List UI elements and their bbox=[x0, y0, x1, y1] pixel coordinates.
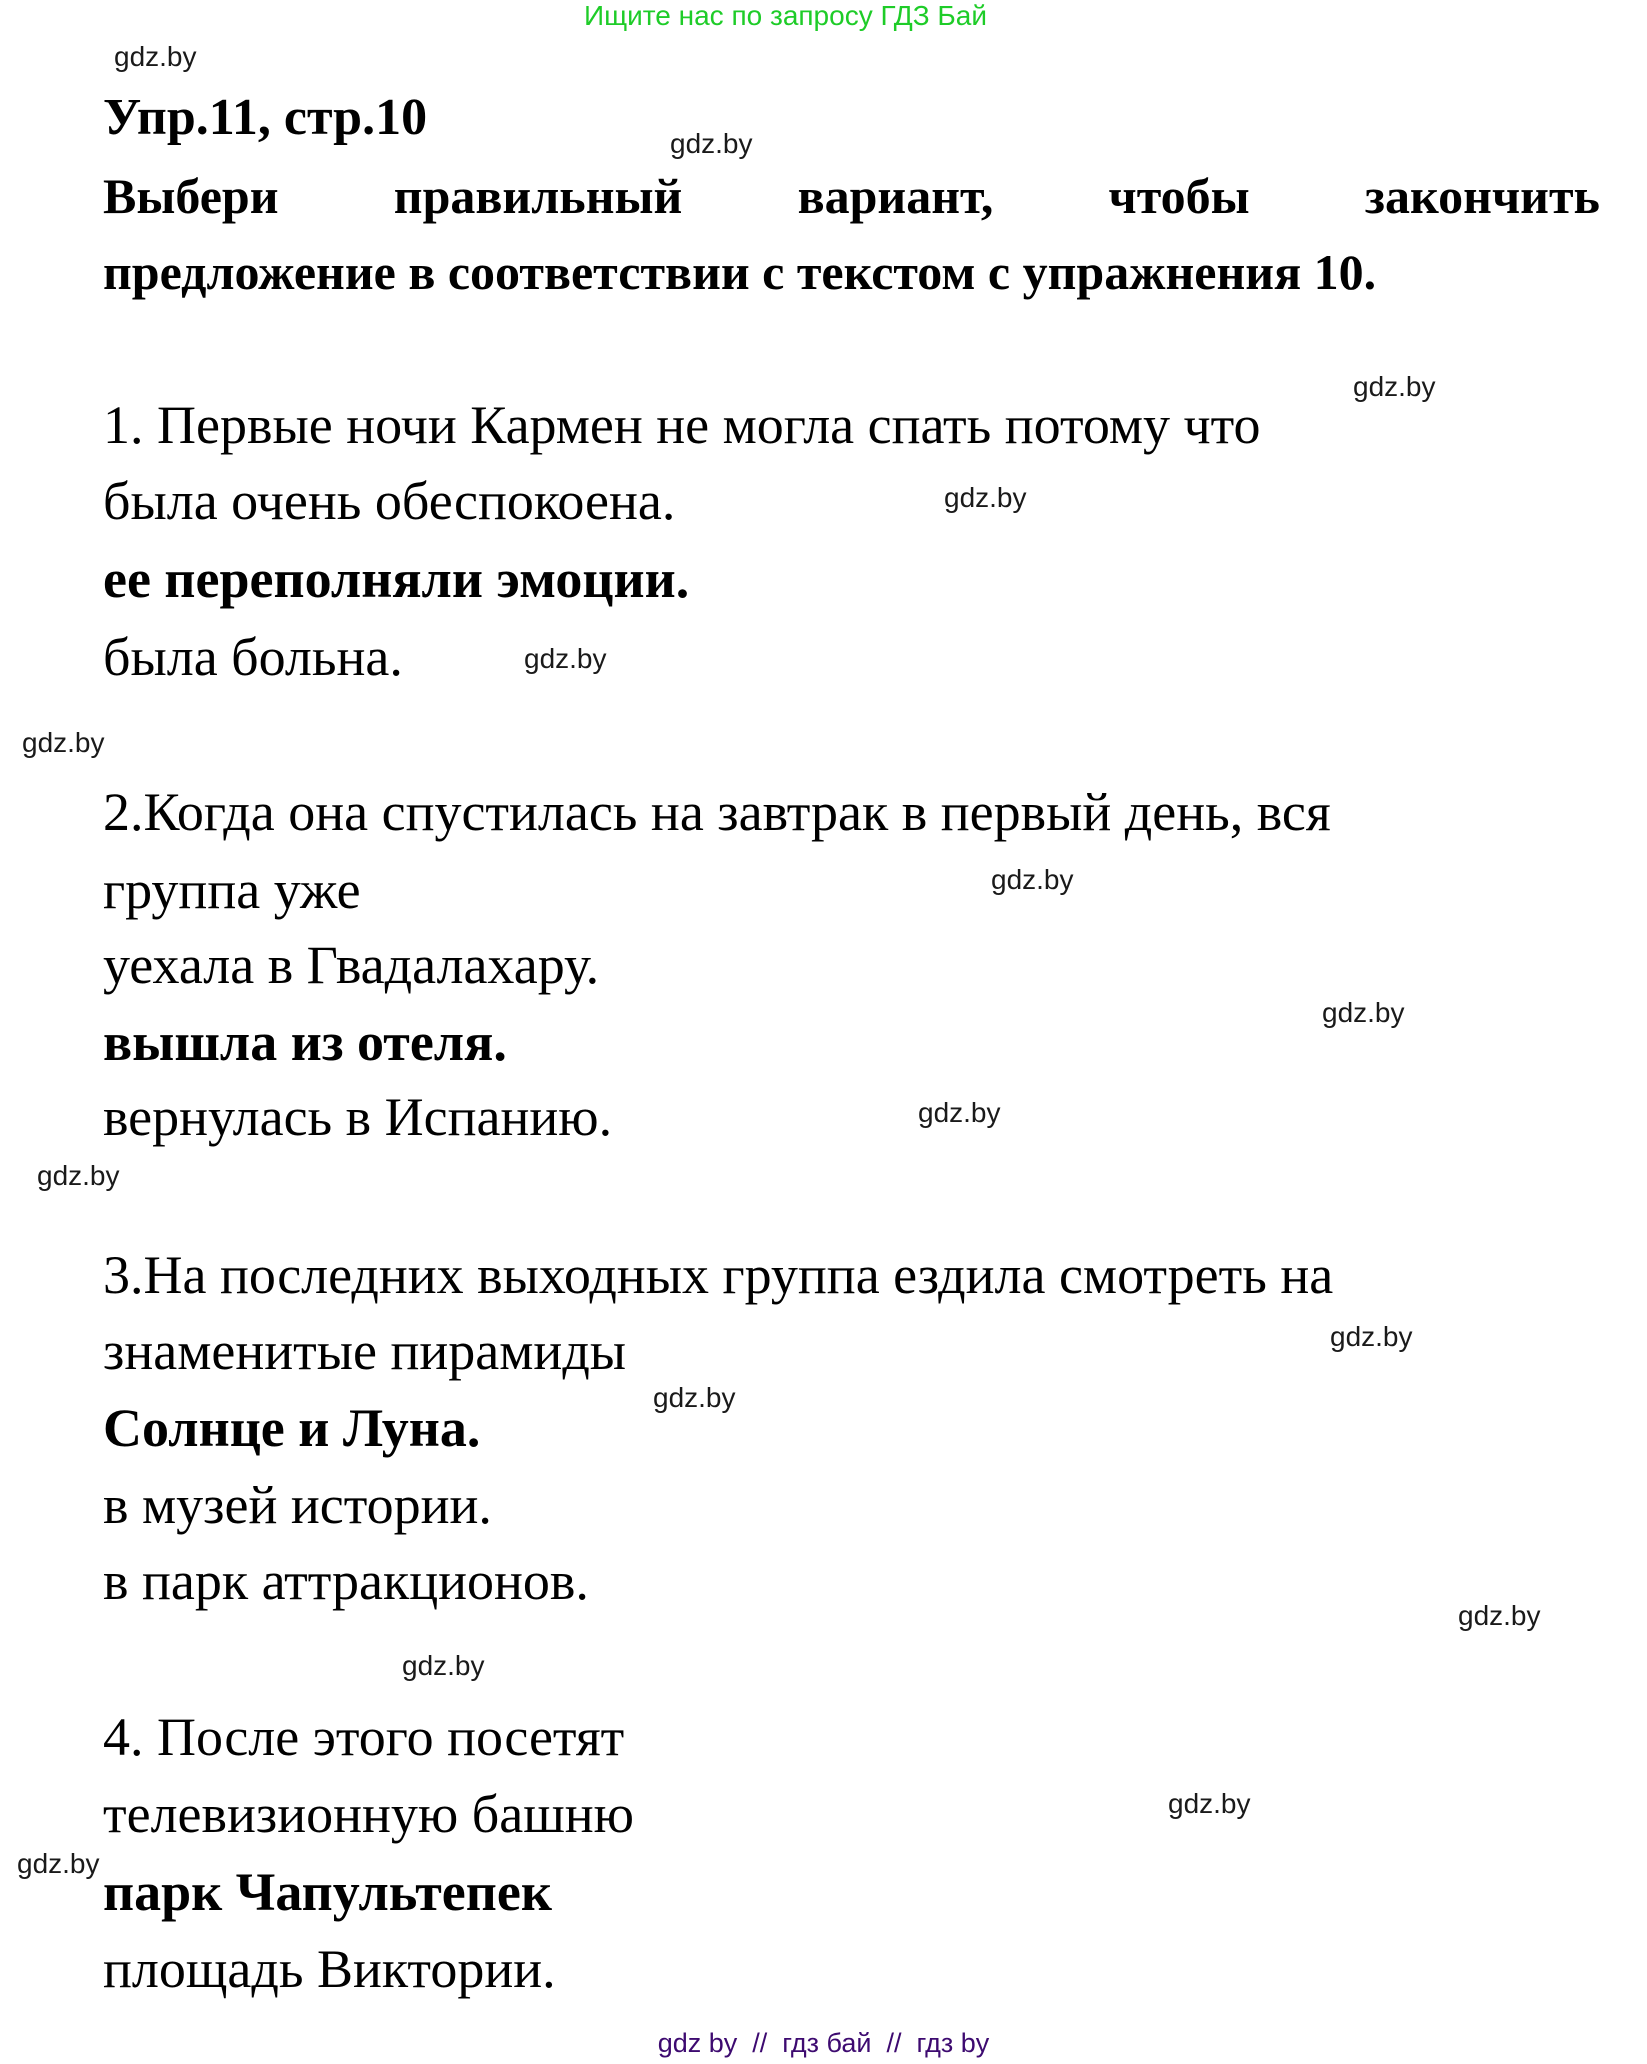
exercise-title: Упр.11, стр.10 bbox=[103, 89, 428, 146]
question-2-option-c: вернулась в Испанию. bbox=[103, 1087, 613, 1147]
question-1-option-a: была очень обеспокоена. bbox=[103, 471, 676, 531]
question-1-option-b-correct: ее переполняли эмоции. bbox=[103, 549, 690, 609]
instruction-line-1: Выбери правильный вариант, чтобы закончить bbox=[103, 168, 1600, 224]
watermark: gdz.by bbox=[17, 1848, 100, 1879]
watermark: gdz.by bbox=[944, 482, 1027, 513]
question-3-prompt-line-1: 3.На последних выходных группа ездила смотреть на bbox=[103, 1245, 1334, 1305]
question-3-option-a-correct: Солнце и Луна. bbox=[103, 1398, 481, 1458]
watermark: gdz.by bbox=[670, 128, 753, 159]
question-3-option-b: в музей истории. bbox=[103, 1475, 492, 1535]
question-3-prompt-line-2: знаменитые пирамиды bbox=[103, 1321, 627, 1381]
question-4-option-a: телевизионную башню bbox=[103, 1784, 635, 1844]
question-4-prompt: 4. После этого посетят bbox=[103, 1707, 625, 1767]
watermark: gdz.by bbox=[524, 643, 607, 674]
watermark: gdz.by bbox=[114, 41, 197, 72]
watermark: gdz.by bbox=[653, 1382, 736, 1413]
footer-watermark: gdz by // гдз бай // гдз by bbox=[657, 2028, 990, 2058]
search-hint-text: Ищите нас по запросу ГДЗ Бай bbox=[583, 0, 988, 31]
question-2-option-a: уехала в Гвадалахару. bbox=[103, 935, 600, 995]
watermark: gdz.by bbox=[1458, 1600, 1541, 1631]
watermark: gdz.by bbox=[1353, 371, 1436, 402]
question-4-option-b-correct: парк Чапультепек bbox=[103, 1862, 552, 1922]
watermark: gdz.by bbox=[22, 727, 105, 758]
question-1-option-c: была больна. bbox=[103, 627, 403, 687]
watermark: gdz.by bbox=[402, 1650, 485, 1681]
watermark: gdz.by bbox=[1168, 1788, 1251, 1819]
watermark: gdz.by bbox=[1322, 997, 1405, 1028]
search-hint-banner bbox=[0, 2, 1647, 30]
watermark: gdz.by bbox=[1330, 1321, 1413, 1352]
watermark: gdz.by bbox=[37, 1160, 120, 1191]
question-2-prompt-line-1: 2.Когда она спустилась на завтрак в первый день, вся bbox=[103, 782, 1331, 842]
instruction-line-2: предложение в соответствии с текстом с упражнения 10. bbox=[103, 244, 1377, 300]
question-2-prompt-line-2: группа уже bbox=[103, 860, 361, 920]
question-2-option-b-correct: вышла из отеля. bbox=[103, 1012, 507, 1072]
watermark: gdz.by bbox=[918, 1097, 1001, 1128]
question-1-prompt: 1. Первые ночи Кармен не могла спать потому что bbox=[103, 395, 1261, 455]
question-4-option-c: площадь Виктории. bbox=[103, 1939, 556, 1999]
question-3-option-c: в парк аттракционов. bbox=[103, 1551, 589, 1611]
watermark: gdz.by bbox=[991, 864, 1074, 895]
